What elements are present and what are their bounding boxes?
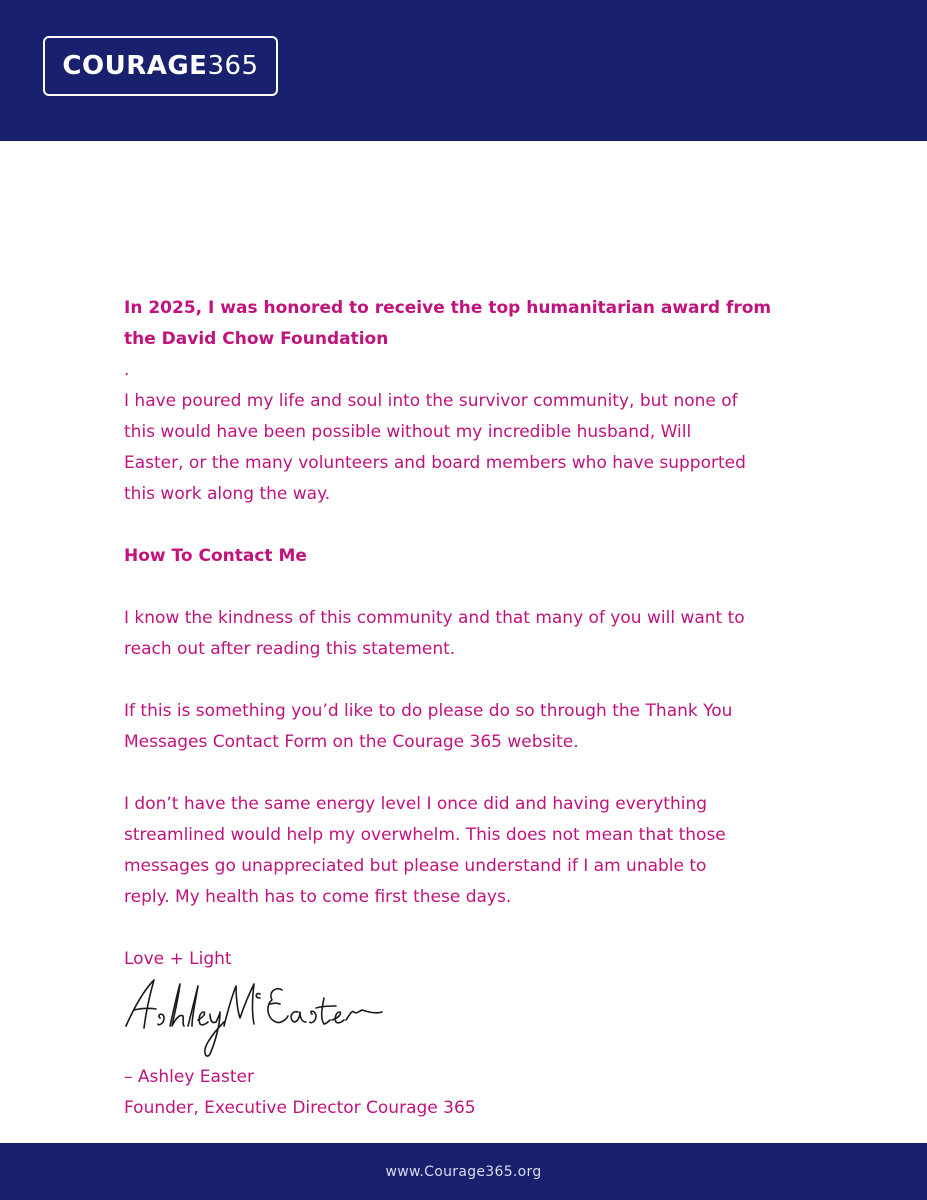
para1-line: this work along the way. bbox=[124, 484, 331, 504]
closing-line: Love + Light bbox=[124, 949, 232, 969]
para1-line: Easter, or the many volunteers and board members who have supported bbox=[124, 453, 746, 473]
signoff-block bbox=[124, 1062, 724, 1124]
award-dot: . bbox=[124, 360, 130, 380]
signoff-title: Founder, Executive Director Courage 365 bbox=[124, 1098, 476, 1118]
para1-line: this would have been possible without my incredible husband, Will bbox=[124, 422, 692, 442]
para1-line: I have poured my life and soul into the survivor community, but none of bbox=[124, 391, 738, 411]
para4-line: I don’t have the same energy level I once did and having everything bbox=[124, 794, 708, 814]
footer-url-link[interactable]: www.Courage365.org bbox=[385, 1163, 542, 1180]
header-bar bbox=[0, 0, 927, 141]
award-heading-line1: In 2025, I was honored to receive the top humanitarian award from bbox=[124, 298, 772, 318]
para4-line: messages go unappreciated but please understand if I am unable to bbox=[124, 856, 707, 876]
para2-line: I know the kindness of this community and that many of you will want to bbox=[124, 608, 745, 628]
para4-line: reply. My health has to come first these days. bbox=[124, 887, 512, 907]
logo-number: 365 bbox=[207, 51, 259, 81]
handwritten-signature bbox=[120, 968, 390, 1063]
para2-line: reach out after reading this statement. bbox=[124, 639, 456, 659]
contact-heading: How To Contact Me bbox=[124, 546, 307, 566]
courage365-logo[interactable] bbox=[43, 36, 278, 96]
footer-bar bbox=[0, 1143, 927, 1200]
logo-word: COURAGE bbox=[62, 51, 208, 81]
para3-line: Messages Contact Form on the Courage 365 website. bbox=[124, 732, 579, 752]
para4-line: streamlined would help my overwhelm. This does not mean that those bbox=[124, 825, 726, 845]
award-heading-line2: the David Chow Foundation bbox=[124, 329, 389, 349]
para3-line: If this is something you’d like to do please do so through the Thank You bbox=[124, 701, 733, 721]
letter-body bbox=[124, 293, 804, 975]
signoff-name: – Ashley Easter bbox=[124, 1067, 254, 1087]
